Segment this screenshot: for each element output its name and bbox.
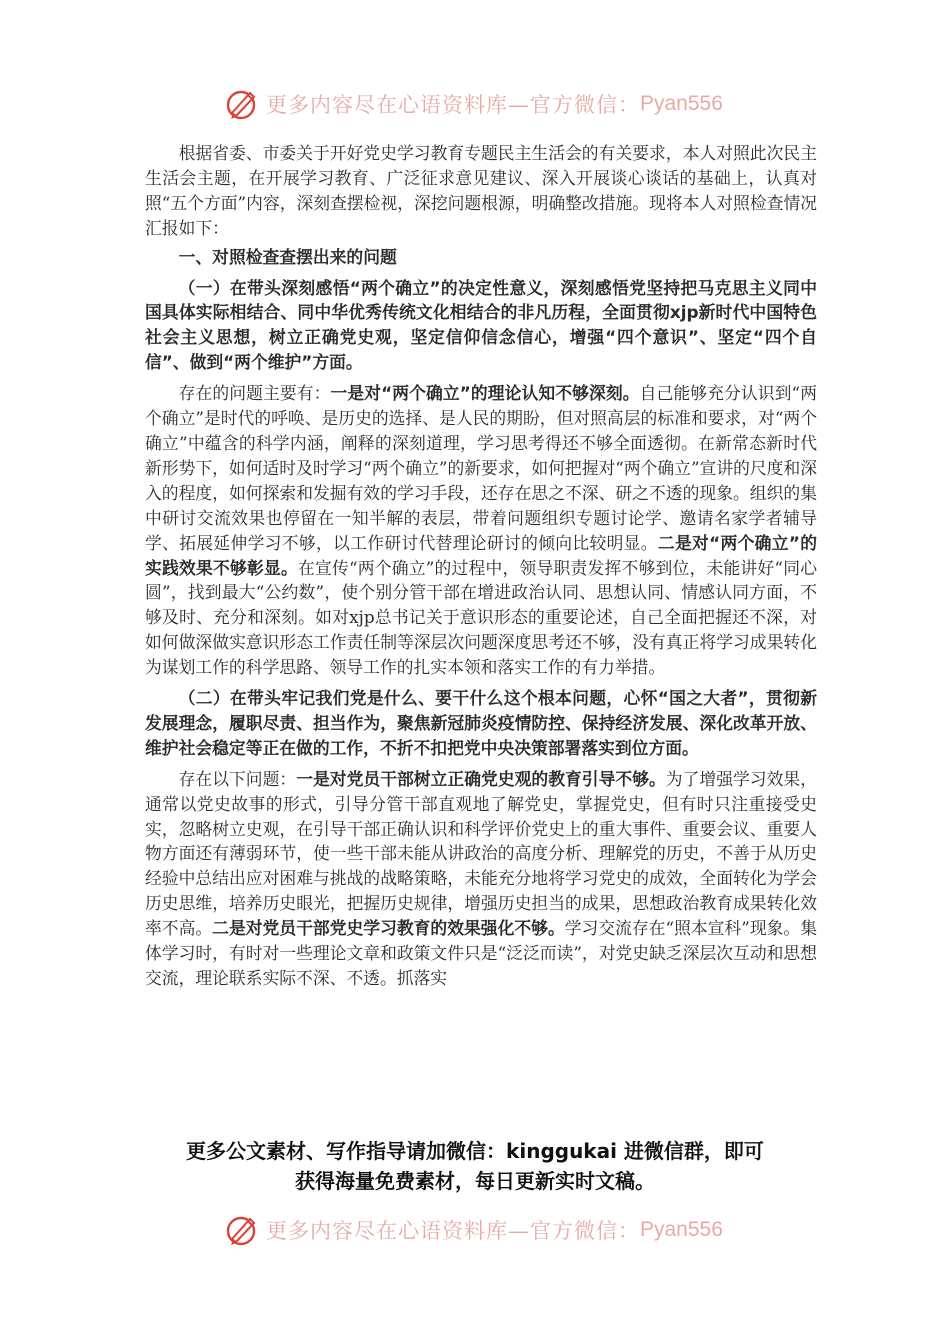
watermark-text: 更多内容尽在心语资料库—官方微信： — [266, 93, 640, 117]
subsection-title-1: （一）在带头深刻感悟“两个确立”的决定性意义，深刻感悟党坚持把马克思主义同中国具体实际相结合、同中华优秀传统文化相结合的非凡历程，全面贯彻xjp新时代中国特色社会主义思想，树立正确党史观，坚定信仰信念信心，增强“四个意识”、坚定“四个自信”、做到“两个维护”方面。 — [145, 277, 817, 373]
paragraph-lead: 存在以下问题： — [178, 768, 297, 789]
promo-line-1: 更多公文素材、写作指导请加微信：kinggukai 进微信群，即可 — [186, 1139, 764, 1163]
problem-paragraph-1 — [145, 381, 817, 680]
pen-circle-logo-icon — [224, 1212, 260, 1248]
watermark-text: 更多内容尽在心语资料库—官方微信： — [266, 1219, 640, 1243]
intro-paragraph: 根据省委、市委关于开好党史学习教育专题民主生活会的有关要求，本人对照此次民主生活会主题，在开展学习教育、广泛征求意见建议、深入开展谈心谈话的基础上，认真对照“五个方面”内容，深刻查摆检视，深挖问题根源，明确整改措施。现将本人对照检查情况汇报如下： — [145, 143, 817, 238]
paragraph-lead: 存在的问题主要有： — [178, 383, 331, 404]
watermark-wechat-id: Pyan556 — [640, 1218, 723, 1241]
promo-line-2: 获得海量免费素材，每日更新实时文稿。 — [295, 1169, 655, 1193]
problem-paragraph-2 — [145, 767, 817, 991]
document-body — [145, 141, 817, 991]
paragraph-text: 为了增强学习效果，通常以党史故事的形式，引导分管干部直观地了解党史，掌握党史，但有时只注重接受史实，忽略树立史观，在引导干部正确认识和科学评价党史上的重大事件、重要会议、重要人物方面还有薄弱环节，使一些干部未能从讲政治的高度分析、理解党的历史，不善于从历史经验中总结出应对困难与挑战的战略策略，未能充分地将学习党史的成效，全面转化为学会历史思维，培养历史眼光，把握历史规律，增强历史担当的成果，思想政治教育成果转化效率不高。 — [145, 768, 817, 939]
key-point: 二是对“两个确立”的实践效果不够彰显。 — [145, 532, 817, 578]
pen-circle-logo-icon — [224, 86, 260, 122]
subsection-title-2: （二）在带头牢记我们党是什么、要干什么这个根本问题，心怀“国之大者”，贯彻新发展理念，履职尽责、担当作为，聚焦新冠肺炎疫情防控、保持经济发展、深化改革开放、维护社会稳定等正在做的工作，不折不扣把党中央决策部署落实到位方面。 — [145, 688, 817, 758]
paragraph-text: 在宣传“两个确立”的过程中，领导职责发挥不够到位，未能讲好“同心圆”，找到最大“公约数”，使个别分管干部在增进政治认同、思想认同、情感认同方面，不够及时、充分和深刻。如对xjp总书记关于意识形态的重要论述，自己全面把握还不深，对如何做深做实意识形态工作责任制等深层次问题深度思考还不够，没有真正将学习成果转化为谋划工作的科学思路、领导工作的扎实本领和落实工作的有力举措。 — [145, 557, 817, 678]
key-point: 二是对党员干部党史学习教育的效果强化不够。 — [212, 918, 565, 939]
key-point: 一是对“两个确立”的理论认知不够深刻。 — [330, 383, 640, 404]
paragraph-text: 学习交流存在“照本宣科”现象。集体学习时，有时对一些理论文章和政策文件只是“泛泛而读”，对党史缺乏深层次互动和思想交流，理论联系实际不深、不透。抓落实 — [145, 918, 817, 988]
key-point: 一是对党员干部树立正确党史观的教育引导不够。 — [296, 768, 666, 789]
promo-banner — [140, 1136, 810, 1196]
watermark-wechat-id: Pyan556 — [640, 92, 723, 115]
watermark-footer — [224, 1210, 724, 1250]
section-heading: 一、对照检查查摆出来的问题 — [178, 246, 397, 267]
paragraph-text: 自己能够充分认识到“两个确立”是时代的呼唤、是历史的选择、是人民的期盼，但对照高层的标准和要求，对“两个确立”中蕴含的科学内涵，阐释的深刻道理，学习思考得还不够全面透彻。在新常态新时代新形势下，如何适时及时学习“两个确立”的新要求，如何把握对“两个确立”宣讲的尺度和深入的程度，如何探索和发掘有效的学习手段，还存在思之不深、研之不透的现象。组织的集中研讨交流效果也停留在一知半解的表层，带着问题组织专题讨论学、邀请名家学者辅导学、拓展延伸学习不够，以工作研讨代替理论研讨的倾向比较明显。 — [145, 383, 818, 553]
watermark-header — [224, 84, 724, 124]
